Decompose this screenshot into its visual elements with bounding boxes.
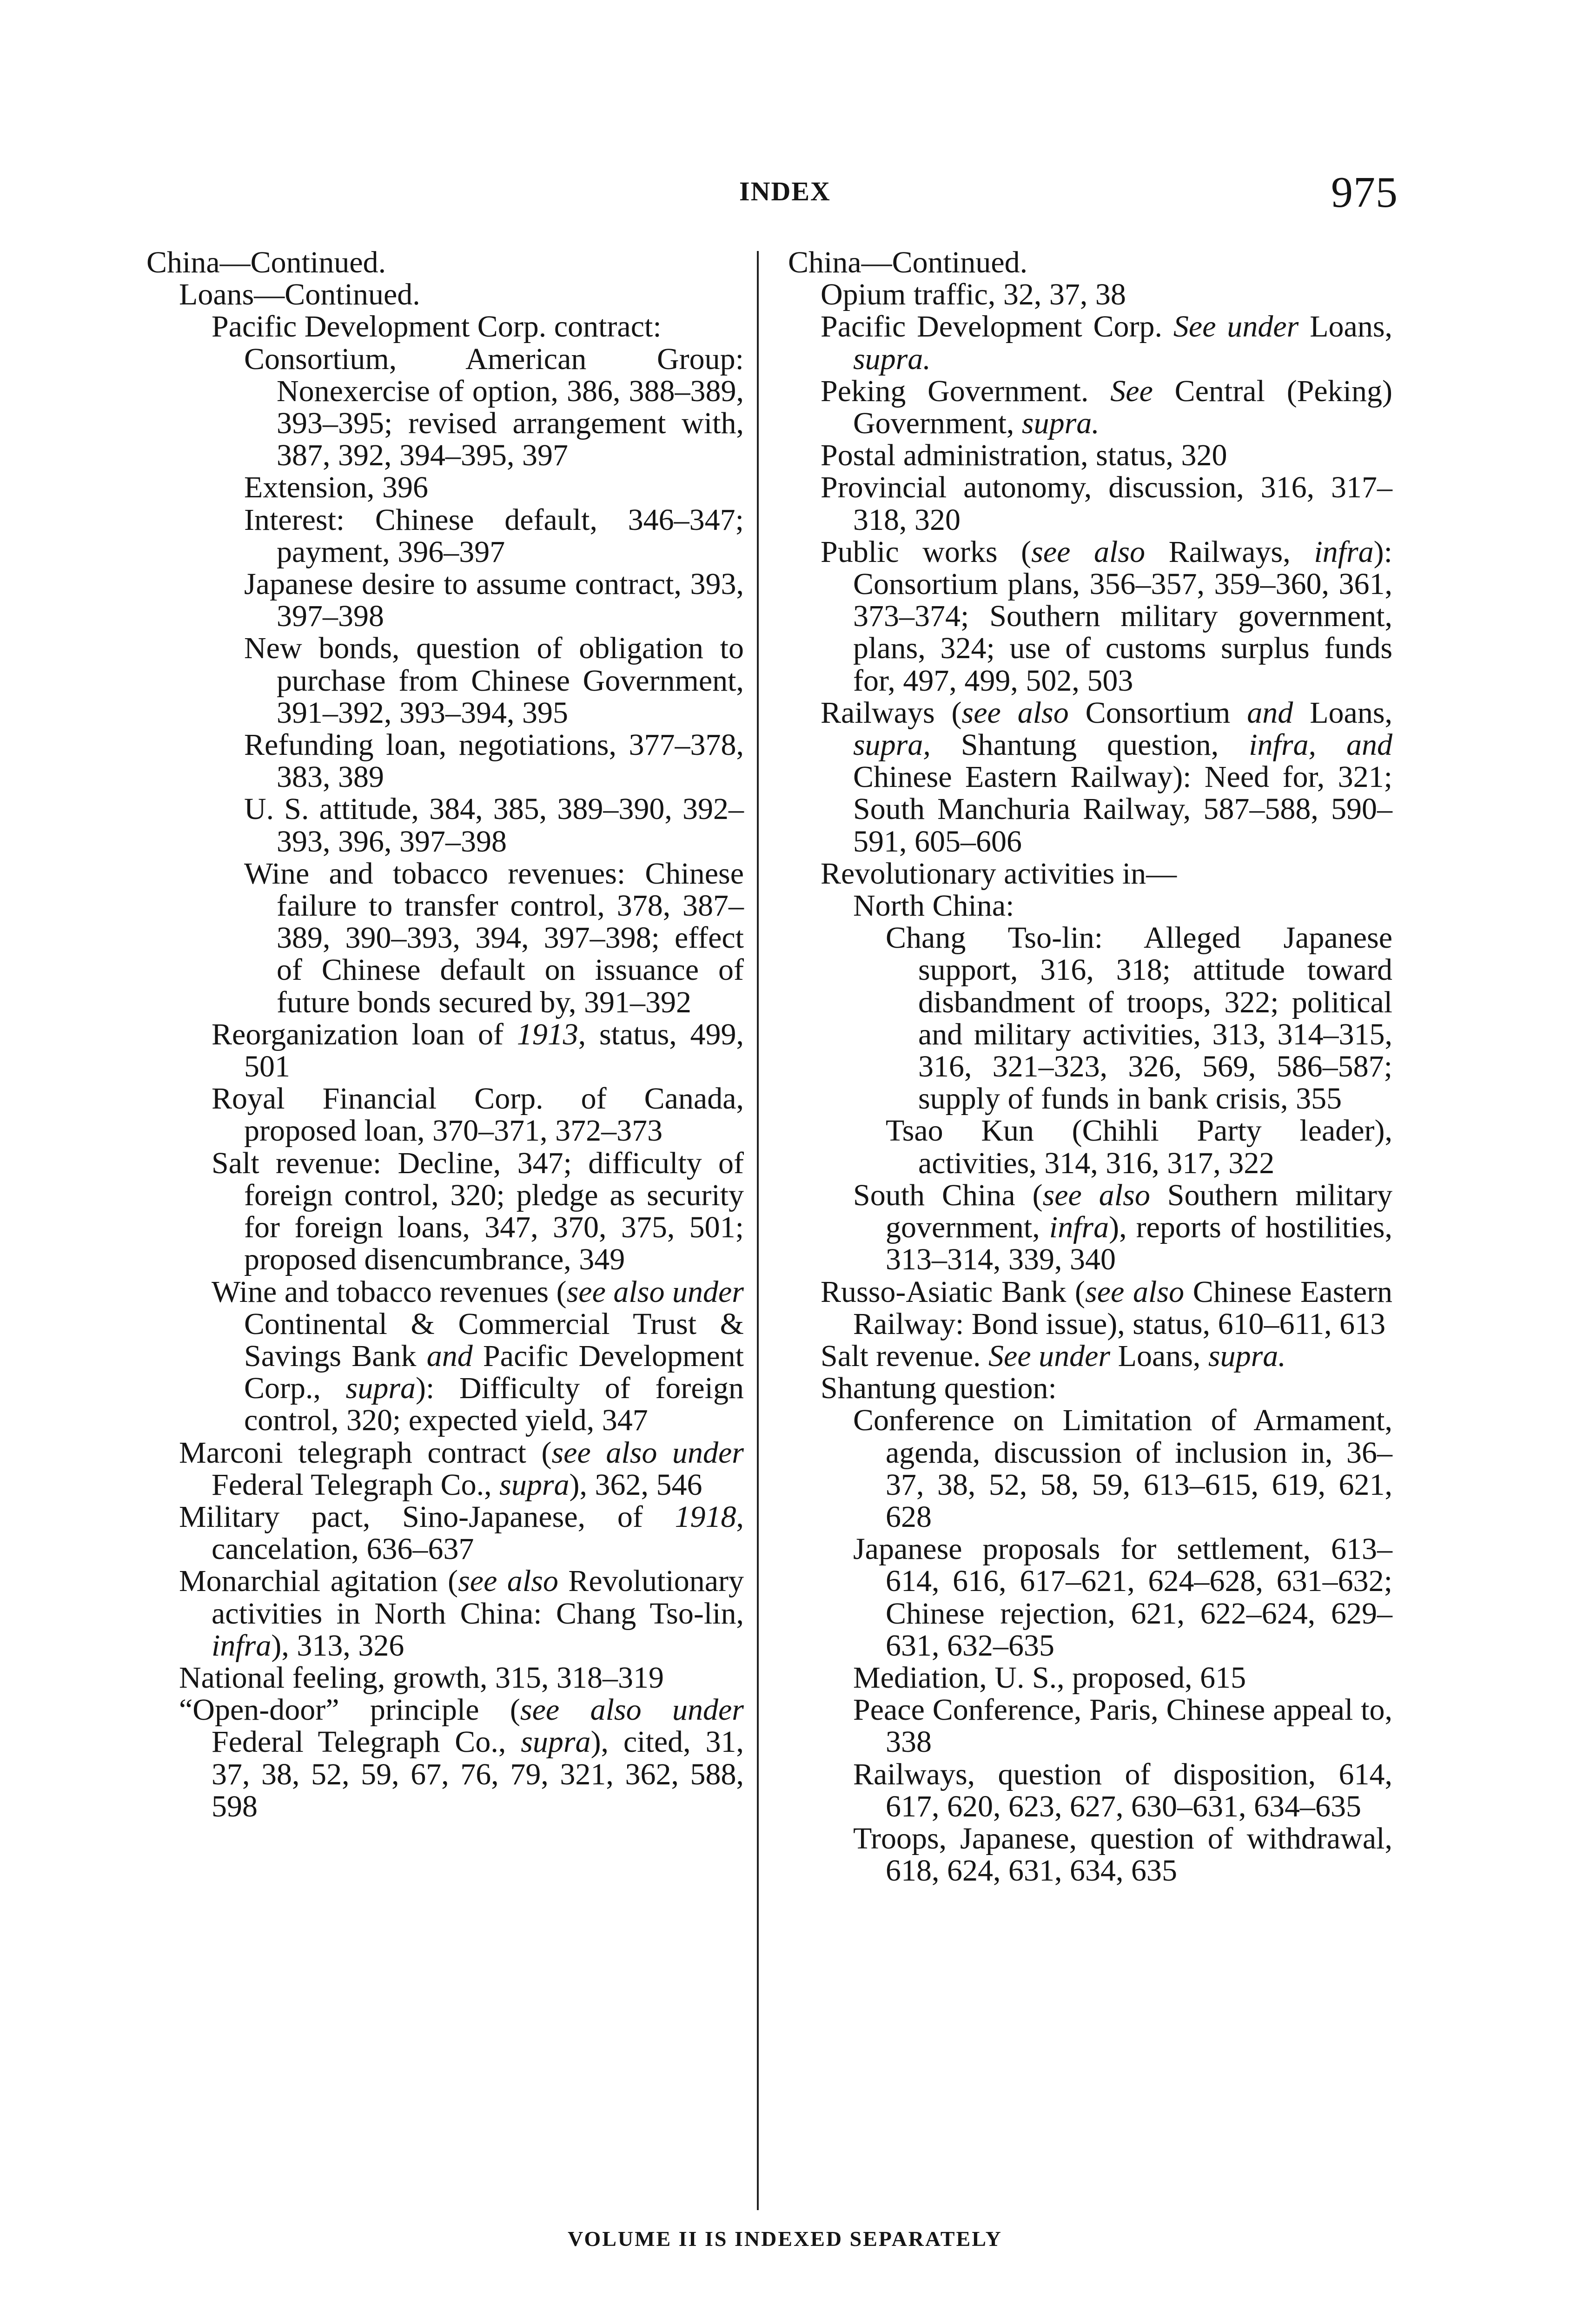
index-subheading: North China: [853, 889, 1014, 923]
footer-note: VOLUME II IS INDEXED SEPARATELY [568, 2227, 1002, 2251]
index-entry: Salt revenue: Decline, 347; difficulty of foreign control, 320; pledge as security for foreign loans, 347, 370, 375, 501; proposed disencumbrance, 349 [212, 1146, 744, 1277]
index-entry: Railways, question of disposition, 614, 617, 620, 623, 627, 630–631, 634–635 [853, 1757, 1392, 1823]
index-entry: Japanese desire to assume contract, 393, 397–398 [244, 567, 744, 634]
index-entry: Provincial autonomy, discussion, 316, 317–318, 320 [821, 470, 1392, 537]
index-heading: China—Continued. [146, 245, 386, 279]
index-subheading: Shantung question: [821, 1371, 1057, 1406]
index-heading: China—Continued. [788, 245, 1028, 279]
index-entry: Salt revenue. See under Loans, supra. [821, 1339, 1286, 1373]
index-entry: Railways (see also Consortium and Loans, supra, Shantung question, infra, and Chinese Eastern Railway): Need for, 321; South Manchuria Railway, 587–588, 590–591, 605–606 [821, 695, 1393, 858]
index-entry: Chang Tso-lin: Alleged Japanese support, 316, 318; attitude toward disbandment of troops, 322; political and military activities, 313, 314–315, 316, 321–323, 326, 569, 586–587; supply of funds in bank crisis, 355 [886, 921, 1392, 1116]
index-entry: New bonds, question of obligation to purchase from Chinese Government, 391–392, 393–394, 395 [244, 631, 744, 730]
index-subheading: Pacific Development Corp. contract: [212, 310, 662, 344]
index-entry: South China (see also Southern military government, infra), reports of hostilities, 313–314, 339, 340 [853, 1178, 1392, 1277]
index-subheading: Revolutionary activities in— [821, 856, 1177, 891]
index-entry: Interest: Chinese default, 346–347; payment, 396–397 [244, 502, 744, 569]
index-entry: “Open-door” principle (see also under Federal Telegraph Co., supra), cited, 31, 37, 38, 52, 59, 67, 76, 79, 321, 362, 588, 598 [179, 1693, 744, 1823]
index-entry: Tsao Kun (Chihli Party leader), activities, 314, 316, 317, 322 [886, 1114, 1392, 1180]
index-subheading: Loans—Continued. [179, 277, 420, 312]
page-title: INDEX [739, 176, 831, 206]
index-entry: Royal Financial Corp. of Canada, proposed loan, 370–371, 372–373 [212, 1082, 744, 1148]
index-column-right [788, 246, 1392, 1887]
page-number: 975 [1331, 168, 1398, 217]
index-entry: Pacific Development Corp. See under Loans, supra. [821, 310, 1393, 376]
index-entry: Opium traffic, 32, 37, 38 [821, 277, 1126, 312]
index-entry: Reorganization loan of 1913, status, 499, 501 [212, 1017, 744, 1084]
index-entry: Japanese proposals for settlement, 613–614, 616, 617–621, 624–628, 631–632; Chinese rejection, 621, 622–624, 629–631, 632–635 [853, 1532, 1392, 1663]
index-entry: U. S. attitude, 384, 385, 389–390, 392–393, 396, 397–398 [244, 792, 744, 858]
index-entry: Troops, Japanese, question of withdrawal, 618, 624, 631, 634, 635 [853, 1821, 1392, 1888]
index-entry: Marconi telegraph contract (see also under Federal Telegraph Co., supra), 362, 546 [179, 1435, 744, 1502]
index-entry: Wine and tobacco revenues (see also under Continental & Commercial Trust & Savings Bank and Pacific Development Corp., supra): Difficulty of foreign control, 320; expected yield, 347 [212, 1274, 744, 1438]
index-entry: Conference on Limitation of Armament, agenda, discussion of inclusion in, 36–37, 38, 52, 58, 59, 613–615, 619, 621, 628 [853, 1403, 1392, 1534]
index-entry: Refunding loan, negotiations, 377–378, 383, 389 [244, 728, 744, 794]
index-entry: Extension, 396 [244, 470, 428, 505]
index-entry: Postal administration, status, 320 [821, 438, 1227, 473]
index-entry: Mediation, U. S., proposed, 615 [853, 1660, 1246, 1695]
index-column-left [146, 246, 744, 1822]
index-entry: Military pact, Sino-Japanese, of 1918, cancelation, 636–637 [179, 1499, 744, 1566]
index-entry: Public works (see also Railways, infra): Consortium plans, 356–357, 359–360, 361, 373–374; Southern military government, plans, 324; use of customs surplus funds for, 497, 499, 502, 503 [821, 535, 1392, 698]
running-head [0, 167, 1570, 223]
column-divider [757, 251, 759, 2210]
index-entry: Peace Conference, Paris, Chinese appeal to, 338 [853, 1693, 1392, 1759]
index-entry: Consortium, American Group: Nonexercise of option, 386, 388–389, 393–395; revised arrangement with, 387, 392, 394–395, 397 [244, 342, 744, 473]
index-entry: National feeling, growth, 315, 318–319 [179, 1660, 664, 1695]
index-entry: Russo-Asiatic Bank (see also Chinese Eastern Railway: Bond issue), status, 610–611, 613 [821, 1274, 1392, 1341]
index-entry: Peking Government. See Central (Peking) Government, supra. [821, 374, 1392, 441]
index-entry: Wine and tobacco revenues: Chinese failure to transfer control, 378, 387–389, 390–393, 394, 397–398; effect of Chinese default on issuance of future bonds secured by, 391–392 [244, 856, 744, 1019]
index-entry: Monarchial agitation (see also Revolutionary activities in North China: Chang Tso-lin, infra), 313, 326 [179, 1564, 744, 1663]
